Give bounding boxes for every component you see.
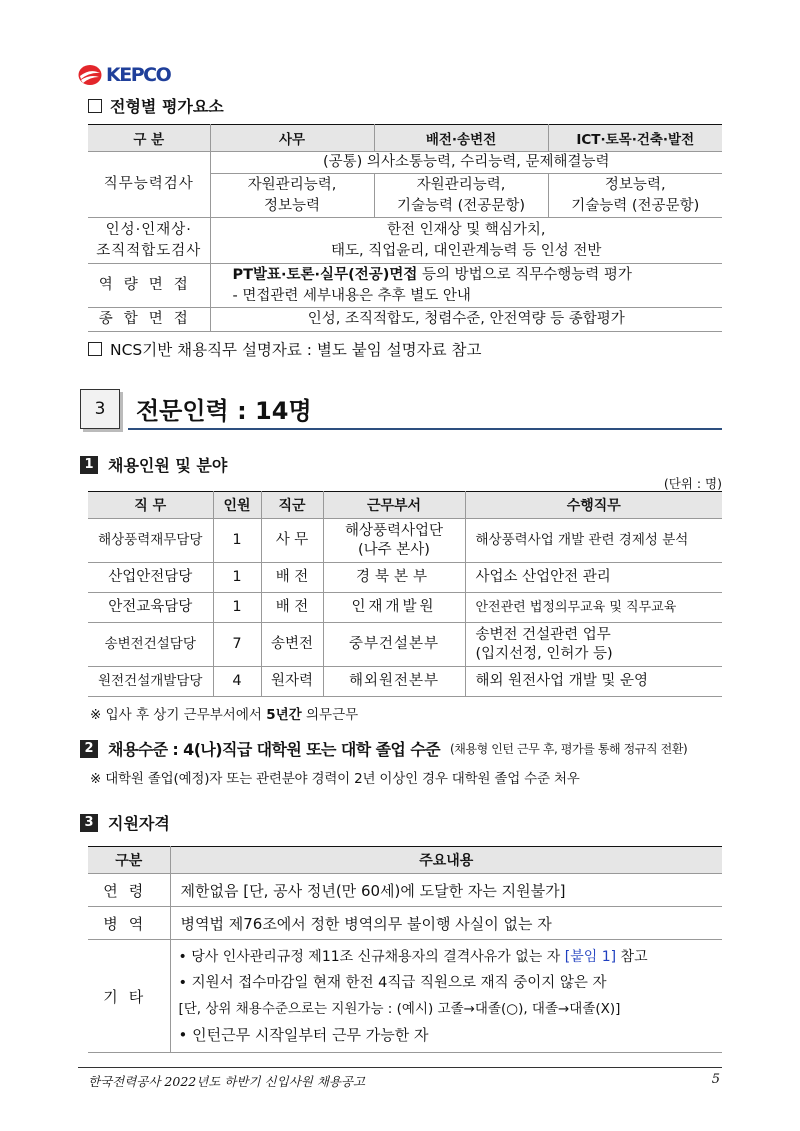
qualification-header-cell: 주요내용 — [170, 847, 722, 874]
hiring-header-row — [88, 492, 722, 519]
number-badge: 2 — [80, 740, 98, 758]
eval-aptitude-common: (공통) 의사소통능력, 수리능력, 문제해결능력 — [210, 152, 722, 174]
count-cell: 1 — [213, 593, 261, 623]
section-title: 전문인력 : 14명 — [136, 397, 312, 425]
table-row — [88, 907, 722, 940]
footer-title: 한국전력공사 2022년도 하반기 신입사원 채용공고 — [88, 1074, 366, 1089]
eval-row-personality — [88, 218, 722, 264]
hiring-table — [88, 491, 722, 697]
eval-label-general: 종합면접 — [88, 308, 210, 332]
table-row — [88, 593, 722, 623]
eval-section-title: 전형별 평가요소 — [88, 94, 224, 117]
qual-military-text: 병역법 제76조에서 정한 병역의무 불이행 사실이 없는 자 — [170, 907, 722, 940]
table-row — [88, 623, 722, 667]
table-row — [88, 874, 722, 907]
eval-aptitude-distribution: 자원관리능력, 기술능력 (전공문항) — [374, 174, 548, 218]
hiring-header-cell: 인원 — [213, 492, 261, 519]
duty-cell: 해상풍력사업 개발 관련 경제성 분석 — [465, 519, 722, 563]
eval-row-aptitude — [88, 152, 722, 174]
eval-aptitude-office: 자원관리능력, 정보능력 — [210, 174, 374, 218]
group-cell: 원자력 — [261, 667, 323, 697]
eval-header-cell: 사무 — [210, 125, 374, 152]
group-cell: 배 전 — [261, 563, 323, 593]
dept-cell: 해상풍력사업단 (나주 본사) — [323, 519, 465, 563]
duty-cell: 사업소 산업안전 관리 — [465, 563, 722, 593]
level-note: ※ 대학원 졸업(예정)자 또는 관련분야 경력이 2년 이상인 경우 대학원 졸업 수준 처우 — [90, 771, 580, 787]
job-cell: 원전건설개발담당 — [88, 667, 213, 697]
count-cell: 7 — [213, 623, 261, 667]
qual-label-age: 연령 — [88, 874, 170, 907]
group-cell: 송변전 — [261, 623, 323, 667]
table-row — [88, 667, 722, 697]
ncs-note: NCS기반 채용직무 설명자료 : 별도 붙임 설명자료 참고 — [88, 338, 481, 360]
count-cell: 1 — [213, 563, 261, 593]
qualification-subheading: 3 지원자격 — [80, 811, 170, 834]
dept-cell: 해외원전본부 — [323, 667, 465, 697]
eval-general-text: 인성, 조직적합도, 청렴수준, 안전역량 등 종합평가 — [210, 308, 722, 332]
duty-cell: 송변전 건설관련 업무 (입지선정, 인허가 등) — [465, 623, 722, 667]
qualification-header-row — [88, 847, 722, 874]
hiring-header-cell: 직군 — [261, 492, 323, 519]
eval-personality-text: 한전 인재상 및 핵심가치, 태도, 직업윤리, 대인관계능력 등 인성 전반 — [210, 218, 722, 264]
table-row — [88, 940, 722, 1053]
eval-header-cell: 배전·송변전 — [374, 125, 548, 152]
qual-other-text: • 당사 인사관리규정 제11조 신규채용자의 결격사유가 없는 자 [붙임 1] 참고 • 지원서 접수마감일 현재 한전 4직급 직원으로 재직 중이지 않은 자 [단, 상위 채용수준으로는 지원가능 : (예시) 고졸→대졸(○), 대졸→대졸(X)] • 인턴근무 시작일부터 근무 가능한 자 — [170, 940, 722, 1053]
count-cell: 4 — [213, 667, 261, 697]
group-cell: 사 무 — [261, 519, 323, 563]
eval-row-general — [88, 308, 722, 332]
hiring-header-cell: 수행직무 — [465, 492, 722, 519]
table-row — [88, 563, 722, 593]
unit-label: (단위 : 명) — [663, 476, 722, 491]
level-subheading: 2 채용수준 : 4(나)직급 대학원 또는 대학 졸업 수준 (채용형 인턴 근무 후, 평가를 통해 정규직 전환) — [80, 737, 687, 760]
number-badge: 3 — [80, 814, 98, 832]
job-cell: 안전교육담당 — [88, 593, 213, 623]
page-number: 5 — [711, 1072, 720, 1087]
group-cell: 배 전 — [261, 593, 323, 623]
dept-cell: 중부건설본부 — [323, 623, 465, 667]
duty-cell: 안전관련 법정의무교육 및 직무교육 — [465, 593, 722, 623]
eval-label-competency: 역량면접 — [88, 264, 210, 308]
eval-header-cell: ICT·토목·건축·발전 — [548, 125, 722, 152]
hiring-header-cell: 직 무 — [88, 492, 213, 519]
section-number-box: 3 — [80, 389, 120, 429]
number-badge: 1 — [80, 456, 98, 474]
checkbox-square-icon — [88, 99, 102, 113]
count-cell: 1 — [213, 519, 261, 563]
qual-age-text: 제한없음 [단, 공사 정년(만 60세)에 도달한 자는 지원불가] — [170, 874, 722, 907]
attachment-ref: [붙임 1] — [564, 949, 617, 965]
hiring-subheading: 1 채용인원 및 분야 — [80, 453, 227, 476]
eval-aptitude-ict: 정보능력, 기술능력 (전공문항) — [548, 174, 722, 218]
hiring-header-cell: 근무부서 — [323, 492, 465, 519]
table-row — [88, 519, 722, 563]
footer-rule — [78, 1067, 722, 1068]
kepco-logo — [78, 64, 170, 86]
qualification-table — [88, 846, 722, 1053]
eval-header-cell: 구 분 — [88, 125, 210, 152]
checkbox-square-icon — [88, 342, 102, 356]
job-cell: 해상풍력재무담당 — [88, 519, 213, 563]
dept-cell: 인재개발원 — [323, 593, 465, 623]
qual-label-other: 기타 — [88, 940, 170, 1053]
eval-label-personality: 인성·인재상· 조직적합도검사 — [88, 218, 210, 264]
qualification-header-cell: 구분 — [88, 847, 170, 874]
hiring-note: ※ 입사 후 상기 근무부서에서 5년간 의무근무 — [90, 707, 359, 723]
eval-row-competency — [88, 264, 722, 308]
eval-label-aptitude: 직무능력검사 — [88, 152, 210, 218]
eval-table — [88, 124, 722, 332]
section-title-rule — [128, 428, 722, 430]
dept-cell: 경북본부 — [323, 563, 465, 593]
duty-cell: 해외 원전사업 개발 및 운영 — [465, 667, 722, 697]
job-cell: 송변전건설담당 — [88, 623, 213, 667]
eval-header-row — [88, 125, 722, 152]
qual-label-military: 병역 — [88, 907, 170, 940]
kepco-logo-icon — [78, 64, 102, 86]
eval-competency-text: PT발표·토론·실무(전공)면접 등의 방법으로 직무수행능력 평가 - 면접관련 세부내용은 추후 별도 안내 — [210, 264, 722, 308]
job-cell: 산업안전담당 — [88, 563, 213, 593]
logo-text: KEPCO — [106, 64, 171, 86]
